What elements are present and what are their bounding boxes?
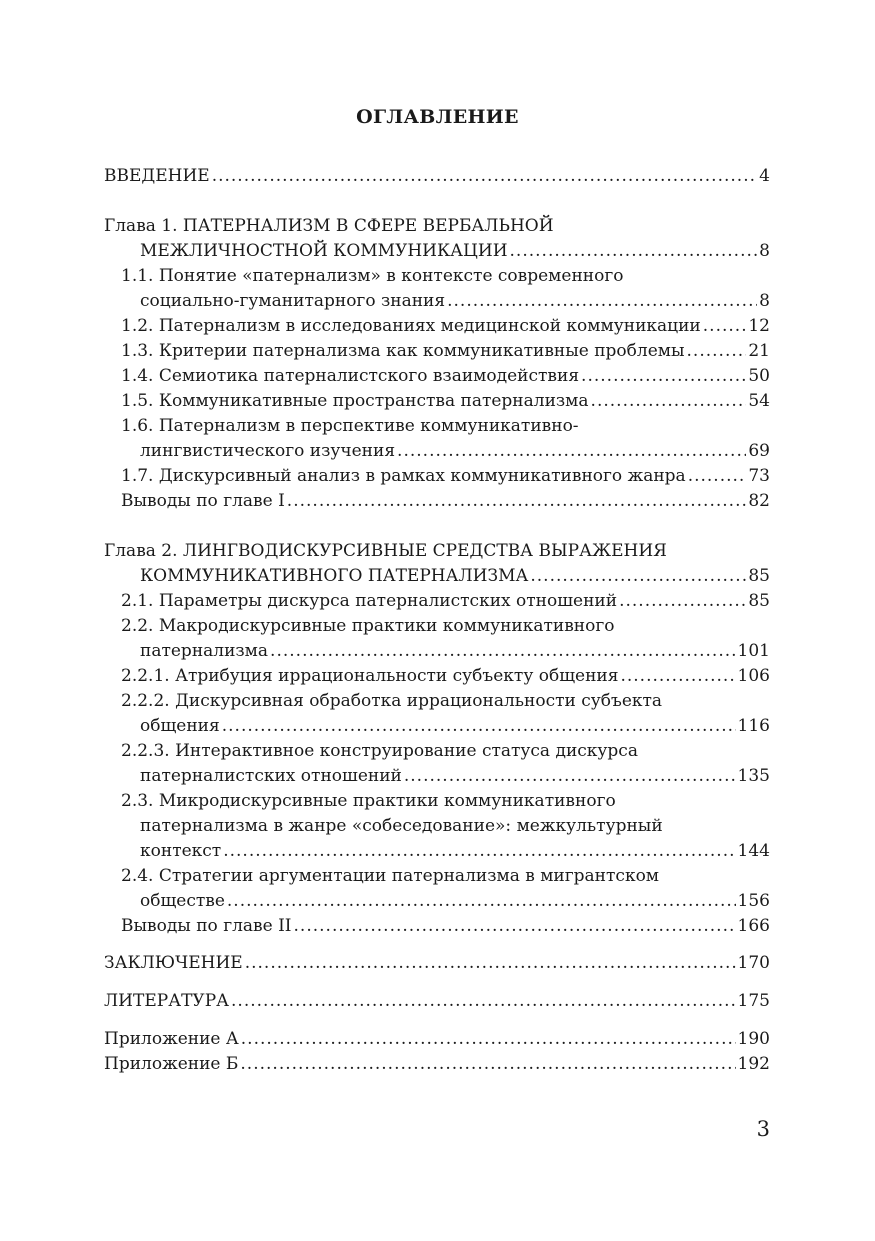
toc-entry-title: общения [140,716,220,736]
toc-entry-title: 2.1. Параметры дискурса патерналистских отношений [121,591,618,611]
toc-entry-title: 1.7. Дискурсивный анализ в рамках коммуникативного жанра [121,466,686,486]
leader-dots [687,339,747,364]
toc-entry-title: КОММУНИКАТИВНОГО ПАТЕРНАЛИЗМА [140,566,529,586]
toc-entry-title-line: 1.6. Патернализм в перспективе коммуникативно- [121,416,579,436]
toc-entry-title: Приложение Б [104,1054,239,1074]
toc-entry-section-2-4[interactable] [104,864,770,914]
toc-page-number: 106 [737,666,770,686]
toc-page-number: 69 [748,441,770,461]
table-of-contents [104,164,770,1077]
toc-entry-title-line: 2.2. Макродискурсивные практики коммуникативного [121,616,615,636]
toc-entry-title: лингвистического изучения [140,441,396,461]
toc-page-number: 166 [737,916,770,936]
leader-dots [240,1052,735,1077]
toc-entry-appendix-a[interactable] [104,1027,770,1052]
leader-dots [620,664,735,689]
leader-dots [703,314,747,339]
leader-dots [581,364,746,389]
toc-page-number: 101 [737,641,770,661]
toc-entry-title: 1.4. Семиотика патерналистского взаимодействия [121,366,580,386]
toc-entry-title: Приложение А [104,1029,239,1049]
toc-entry-appendix-b[interactable] [104,1052,770,1077]
toc-entry-section-1-4[interactable] [104,364,770,389]
toc-page-number: 73 [748,466,770,486]
toc-entry-title: МЕЖЛИЧНОСТНОЙ КОММУНИКАЦИИ [140,241,508,261]
leader-dots [287,489,747,514]
toc-entry-introduction[interactable] [104,164,770,189]
toc-page-number: 190 [737,1029,770,1049]
toc-entry-title-line: 2.2.2. Дискурсивная обработка иррациональности субъекта [121,691,663,711]
toc-page-number: 85 [748,566,770,586]
toc-page-number: 82 [748,491,770,511]
leader-dots [222,714,736,739]
toc-page-number: 175 [737,991,770,1011]
toc-entry-title: Выводы по главе I [121,491,285,511]
toc-entry-section-1-6[interactable] [104,414,770,464]
toc-entry-title: 1.3. Критерии патернализма как коммуникативные проблемы [121,341,685,361]
toc-entry-conclusions-chapter-2[interactable] [104,914,770,939]
toc-entry-title-line: 2.4. Стратегии аргументации патернализма в мигрантском [121,866,660,886]
leader-dots [397,439,746,464]
toc-entry-conclusion[interactable] [104,951,770,976]
leader-dots [270,639,736,664]
toc-page-number: 156 [737,891,770,911]
leader-dots [212,164,757,189]
leader-dots [223,839,735,864]
toc-entry-title-line: 1.1. Понятие «патернализм» в контексте современного [121,266,624,286]
toc-entry-title: патернализма [140,641,269,661]
toc-page-number: 12 [748,316,770,336]
leader-dots [404,764,736,789]
toc-entry-title: Выводы по главе II [121,916,292,936]
toc-page-number: 8 [759,241,770,261]
toc-entry-literature[interactable] [104,989,770,1014]
toc-entry-title-line: 2.2.3. Интерактивное конструирование статуса дискурса [121,741,638,761]
toc-entry-title: ЗАКЛЮЧЕНИЕ [104,953,243,973]
toc-entry-section-2-2[interactable] [104,614,770,664]
toc-page-number: 144 [737,841,770,861]
toc-entry-title-line: 2.3. Микродискурсивные практики коммуникативного [121,791,616,811]
toc-page-number: 170 [737,953,770,973]
toc-page-number: 50 [748,366,770,386]
toc-entry-title: ВВЕДЕНИЕ [104,166,210,186]
toc-entry-title: патерналистских отношений [140,766,402,786]
leader-dots [447,289,757,314]
leader-dots [619,589,746,614]
toc-entry-section-1-5[interactable] [104,389,770,414]
toc-entry-chapter-1[interactable] [104,214,770,264]
toc-entry-section-1-1[interactable] [104,264,770,314]
toc-entry-section-2-2-2[interactable] [104,689,770,739]
toc-entry-title: 2.2.1. Атрибуция иррациональности субъекту общения [121,666,619,686]
toc-entry-chapter-2[interactable] [104,539,770,589]
toc-entry-title-line: Глава 2. ЛИНГВОДИСКУРСИВНЫЕ СРЕДСТВА ВЫРАЖЕНИЯ [104,541,667,561]
toc-entry-title: обществе [140,891,225,911]
toc-entry-section-1-2[interactable] [104,314,770,339]
toc-entry-title: 1.5. Коммуникативные пространства патернализма [121,391,589,411]
toc-page-number: 21 [748,341,770,361]
leader-dots [530,564,746,589]
toc-entry-title-line: Глава 1. ПАТЕРНАЛИЗМ В СФЕРЕ ВЕРБАЛЬНОЙ [104,216,554,236]
toc-entry-section-1-3[interactable] [104,339,770,364]
toc-entry-title: контекст [140,841,222,861]
toc-page-number: 192 [737,1054,770,1074]
toc-page-number: 8 [759,291,770,311]
leader-dots [294,914,736,939]
leader-dots [231,989,736,1014]
page-number: 3 [756,1117,770,1141]
toc-entry-title: социально-гуманитарного знания [140,291,446,311]
toc-entry-title: 1.2. Патернализм в исследованиях медицинской коммуникации [121,316,701,336]
leader-dots [227,889,736,914]
toc-entry-section-2-2-1[interactable] [104,664,770,689]
leader-dots [591,389,747,414]
toc-page-number: 135 [737,766,770,786]
leader-dots [241,1027,736,1052]
leader-dots [688,464,747,489]
toc-page-number: 54 [748,391,770,411]
leader-dots [510,239,758,264]
toc-entry-title: ЛИТЕРАТУРА [104,991,230,1011]
page-title: ОГЛАВЛЕНИЕ [356,106,519,128]
toc-page-number: 85 [748,591,770,611]
toc-entry-title-line: патернализма в жанре «собеседование»: межкультурный [140,816,663,836]
toc-page-number: 4 [759,166,770,186]
toc-page-number: 116 [737,716,770,736]
toc-entry-section-2-2-3[interactable] [104,739,770,789]
toc-entry-section-2-1[interactable] [104,589,770,614]
toc-entry-conclusions-chapter-1[interactable] [104,489,770,514]
leader-dots [245,951,736,976]
toc-entry-section-1-7[interactable] [104,464,770,489]
toc-entry-section-2-3[interactable] [104,789,770,864]
